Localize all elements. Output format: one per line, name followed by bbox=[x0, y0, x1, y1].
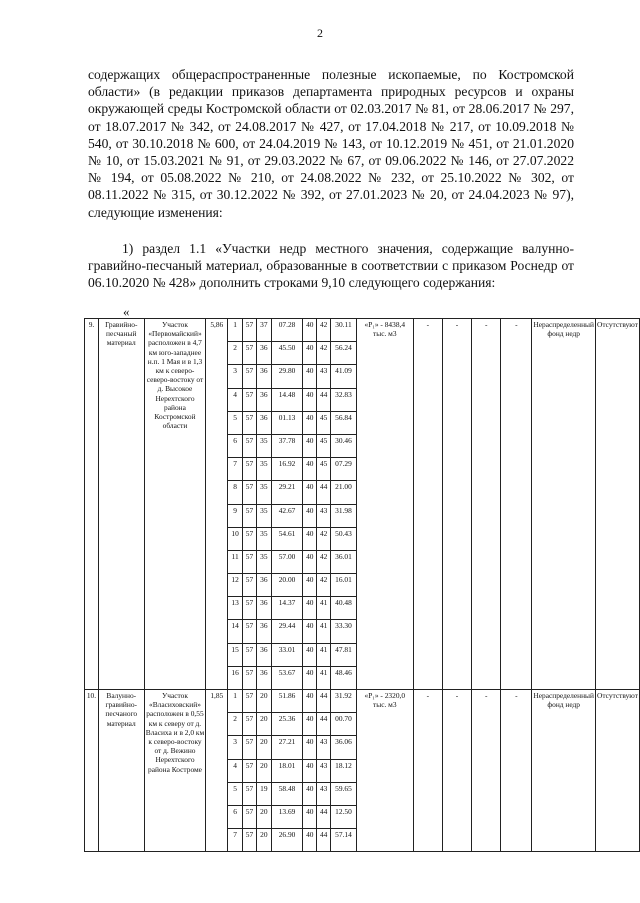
point-number-cell: 11 bbox=[228, 550, 243, 573]
lon-min-cell: 42 bbox=[317, 574, 331, 597]
lat-min-cell: 36 bbox=[256, 597, 271, 620]
lat-deg-cell: 57 bbox=[243, 504, 257, 527]
lon-min-cell: 41 bbox=[317, 597, 331, 620]
lat-sec-cell: 07.28 bbox=[271, 319, 303, 342]
lon-min-cell: 41 bbox=[317, 620, 331, 643]
lon-deg-cell: 40 bbox=[303, 504, 317, 527]
lon-min-cell: 41 bbox=[317, 666, 331, 689]
lon-sec-cell: 48.46 bbox=[331, 666, 357, 689]
lon-sec-cell: 30.46 bbox=[331, 434, 357, 457]
lon-sec-cell: 50.43 bbox=[331, 527, 357, 550]
lon-min-cell: 43 bbox=[317, 736, 331, 759]
point-number-cell: 2 bbox=[228, 342, 243, 365]
lat-min-cell: 36 bbox=[256, 342, 271, 365]
lat-deg-cell: 57 bbox=[243, 365, 257, 388]
lon-min-cell: 45 bbox=[317, 411, 331, 434]
lat-deg-cell: 57 bbox=[243, 434, 257, 457]
lat-min-cell: 20 bbox=[256, 736, 271, 759]
lon-sec-cell: 21.00 bbox=[331, 481, 357, 504]
opening-quote-mark: « bbox=[123, 304, 130, 319]
point-number-cell: 9 bbox=[228, 504, 243, 527]
empty-dash-cell: - bbox=[472, 690, 501, 852]
coordinate-row bbox=[85, 319, 640, 342]
lat-sec-cell: 37.78 bbox=[271, 434, 303, 457]
lat-deg-cell: 57 bbox=[243, 666, 257, 689]
point-number-cell: 8 bbox=[228, 481, 243, 504]
lon-sec-cell: 36.06 bbox=[331, 736, 357, 759]
lat-sec-cell: 29.44 bbox=[271, 620, 303, 643]
lon-sec-cell: 18.12 bbox=[331, 759, 357, 782]
point-number-cell: 3 bbox=[228, 365, 243, 388]
lat-min-cell: 19 bbox=[256, 782, 271, 805]
lat-sec-cell: 20.00 bbox=[271, 574, 303, 597]
lat-deg-cell: 57 bbox=[243, 342, 257, 365]
lat-sec-cell: 01.13 bbox=[271, 411, 303, 434]
lat-deg-cell: 57 bbox=[243, 481, 257, 504]
lat-min-cell: 20 bbox=[256, 759, 271, 782]
lon-min-cell: 43 bbox=[317, 759, 331, 782]
lon-min-cell: 42 bbox=[317, 319, 331, 342]
lat-min-cell: 37 bbox=[256, 319, 271, 342]
point-number-cell: 15 bbox=[228, 643, 243, 666]
point-number-cell: 7 bbox=[228, 458, 243, 481]
lat-deg-cell: 57 bbox=[243, 319, 257, 342]
entry-number-cell: 9. bbox=[85, 319, 99, 690]
lat-min-cell: 36 bbox=[256, 620, 271, 643]
lon-sec-cell: 07.29 bbox=[331, 458, 357, 481]
lon-min-cell: 42 bbox=[317, 550, 331, 573]
lon-deg-cell: 40 bbox=[303, 434, 317, 457]
lon-deg-cell: 40 bbox=[303, 481, 317, 504]
empty-dash-cell: - bbox=[442, 690, 471, 852]
lat-deg-cell: 57 bbox=[243, 527, 257, 550]
lon-min-cell: 44 bbox=[317, 481, 331, 504]
point-number-cell: 1 bbox=[228, 690, 243, 713]
lon-deg-cell: 40 bbox=[303, 690, 317, 713]
lat-sec-cell: 57.00 bbox=[271, 550, 303, 573]
lat-min-cell: 35 bbox=[256, 458, 271, 481]
point-number-cell: 1 bbox=[228, 319, 243, 342]
lat-sec-cell: 29.80 bbox=[271, 365, 303, 388]
lat-min-cell: 20 bbox=[256, 713, 271, 736]
lat-deg-cell: 57 bbox=[243, 458, 257, 481]
page-number: 2 bbox=[317, 26, 323, 40]
site-description-cell: Участок «Первомайский» расположен в 4,7 км юго-западнее н.п. 1 Мая и в 1,3 км к северо-северо-востоку от д. Высокое Нерехтского района Костромской области bbox=[144, 319, 206, 690]
lat-min-cell: 35 bbox=[256, 481, 271, 504]
lat-sec-cell: 18.01 bbox=[271, 759, 303, 782]
lon-deg-cell: 40 bbox=[303, 342, 317, 365]
lon-deg-cell: 40 bbox=[303, 620, 317, 643]
point-number-cell: 6 bbox=[228, 434, 243, 457]
point-number-cell: 7 bbox=[228, 829, 243, 852]
lon-sec-cell: 32.83 bbox=[331, 388, 357, 411]
paragraph-instruction bbox=[88, 240, 574, 292]
lon-min-cell: 45 bbox=[317, 434, 331, 457]
lat-min-cell: 20 bbox=[256, 690, 271, 713]
lon-deg-cell: 40 bbox=[303, 782, 317, 805]
lon-min-cell: 44 bbox=[317, 388, 331, 411]
lon-deg-cell: 40 bbox=[303, 805, 317, 828]
point-number-cell: 5 bbox=[228, 411, 243, 434]
entry-number-cell: 10. bbox=[85, 690, 99, 852]
lon-deg-cell: 40 bbox=[303, 713, 317, 736]
lon-deg-cell: 40 bbox=[303, 759, 317, 782]
lat-deg-cell: 57 bbox=[243, 550, 257, 573]
lat-sec-cell: 29.21 bbox=[271, 481, 303, 504]
empty-dash-cell: - bbox=[501, 319, 532, 690]
fund-status-cell: Нераспределенный фонд недр bbox=[532, 319, 596, 690]
lat-sec-cell: 42.67 bbox=[271, 504, 303, 527]
lat-deg-cell: 57 bbox=[243, 411, 257, 434]
lat-sec-cell: 25.36 bbox=[271, 713, 303, 736]
empty-dash-cell: - bbox=[472, 319, 501, 690]
point-number-cell: 14 bbox=[228, 620, 243, 643]
lon-deg-cell: 40 bbox=[303, 574, 317, 597]
lon-min-cell: 44 bbox=[317, 690, 331, 713]
lat-min-cell: 20 bbox=[256, 829, 271, 852]
fund-status-cell: Нераспределенный фонд недр bbox=[532, 690, 596, 852]
lon-min-cell: 43 bbox=[317, 504, 331, 527]
lon-sec-cell: 33.30 bbox=[331, 620, 357, 643]
lon-min-cell: 44 bbox=[317, 829, 331, 852]
lat-min-cell: 36 bbox=[256, 365, 271, 388]
lat-sec-cell: 53.67 bbox=[271, 666, 303, 689]
lon-sec-cell: 40.48 bbox=[331, 597, 357, 620]
point-number-cell: 12 bbox=[228, 574, 243, 597]
lon-min-cell: 42 bbox=[317, 342, 331, 365]
lat-min-cell: 36 bbox=[256, 574, 271, 597]
point-number-cell: 6 bbox=[228, 805, 243, 828]
lon-deg-cell: 40 bbox=[303, 411, 317, 434]
lon-deg-cell: 40 bbox=[303, 365, 317, 388]
lon-sec-cell: 16.01 bbox=[331, 574, 357, 597]
lon-deg-cell: 40 bbox=[303, 458, 317, 481]
lon-deg-cell: 40 bbox=[303, 643, 317, 666]
lat-min-cell: 35 bbox=[256, 550, 271, 573]
lat-sec-cell: 16.92 bbox=[271, 458, 303, 481]
lat-deg-cell: 57 bbox=[243, 690, 257, 713]
paragraph-text: 1) раздел 1.1 «Участки недр местного значения, содержащие валунно-гравийно-песчаный материал, образованные в соответствии с приказом Роснедр от 06.10.2020 № 428» дополнить строками 9,10 следующего содержания: bbox=[88, 241, 574, 291]
lat-sec-cell: 14.48 bbox=[271, 388, 303, 411]
coordinate-row bbox=[85, 690, 640, 713]
lon-deg-cell: 40 bbox=[303, 527, 317, 550]
lon-deg-cell: 40 bbox=[303, 736, 317, 759]
lat-min-cell: 36 bbox=[256, 666, 271, 689]
lat-min-cell: 35 bbox=[256, 434, 271, 457]
lon-deg-cell: 40 bbox=[303, 829, 317, 852]
lat-sec-cell: 26.90 bbox=[271, 829, 303, 852]
lat-sec-cell: 58.48 bbox=[271, 782, 303, 805]
lat-sec-cell: 13.69 bbox=[271, 805, 303, 828]
lat-deg-cell: 57 bbox=[243, 574, 257, 597]
lat-sec-cell: 33.01 bbox=[271, 643, 303, 666]
lon-deg-cell: 40 bbox=[303, 666, 317, 689]
lon-sec-cell: 31.92 bbox=[331, 690, 357, 713]
empty-dash-cell: - bbox=[442, 319, 471, 690]
lon-sec-cell: 31.98 bbox=[331, 504, 357, 527]
lat-sec-cell: 54.61 bbox=[271, 527, 303, 550]
empty-dash-cell: - bbox=[501, 690, 532, 852]
lon-min-cell: 45 bbox=[317, 458, 331, 481]
lon-min-cell: 44 bbox=[317, 713, 331, 736]
point-number-cell: 13 bbox=[228, 597, 243, 620]
paragraph-amendments-list bbox=[88, 66, 574, 221]
lat-deg-cell: 57 bbox=[243, 782, 257, 805]
lon-min-cell: 41 bbox=[317, 643, 331, 666]
lat-sec-cell: 51.86 bbox=[271, 690, 303, 713]
area-cell: 1,85 bbox=[206, 690, 228, 852]
lat-deg-cell: 57 bbox=[243, 713, 257, 736]
lat-deg-cell: 57 bbox=[243, 759, 257, 782]
empty-dash-cell: - bbox=[413, 690, 442, 852]
lon-deg-cell: 40 bbox=[303, 550, 317, 573]
notes-cell: Отсутствуют bbox=[595, 319, 639, 690]
lat-deg-cell: 57 bbox=[243, 829, 257, 852]
lon-sec-cell: 12.50 bbox=[331, 805, 357, 828]
lat-deg-cell: 57 bbox=[243, 597, 257, 620]
resources-cell: «P₁» - 8438,4 тыс. м3 bbox=[356, 319, 413, 690]
lat-sec-cell: 45.50 bbox=[271, 342, 303, 365]
lon-min-cell: 43 bbox=[317, 365, 331, 388]
lon-sec-cell: 41.09 bbox=[331, 365, 357, 388]
lat-deg-cell: 57 bbox=[243, 388, 257, 411]
point-number-cell: 16 bbox=[228, 666, 243, 689]
lon-deg-cell: 40 bbox=[303, 388, 317, 411]
lat-deg-cell: 57 bbox=[243, 805, 257, 828]
lat-min-cell: 36 bbox=[256, 388, 271, 411]
lon-sec-cell: 36.01 bbox=[331, 550, 357, 573]
lat-min-cell: 36 bbox=[256, 643, 271, 666]
lon-sec-cell: 56.24 bbox=[331, 342, 357, 365]
subsoil-sites-table bbox=[84, 318, 640, 852]
lat-deg-cell: 57 bbox=[243, 736, 257, 759]
point-number-cell: 10 bbox=[228, 527, 243, 550]
lon-sec-cell: 59.65 bbox=[331, 782, 357, 805]
lat-min-cell: 36 bbox=[256, 411, 271, 434]
resources-cell: «P₁» - 2320,0 тыс. м3 bbox=[356, 690, 413, 852]
lat-sec-cell: 27.21 bbox=[271, 736, 303, 759]
empty-dash-cell: - bbox=[413, 319, 442, 690]
lat-min-cell: 35 bbox=[256, 504, 271, 527]
lon-sec-cell: 47.81 bbox=[331, 643, 357, 666]
point-number-cell: 3 bbox=[228, 736, 243, 759]
area-cell: 5,86 bbox=[206, 319, 228, 690]
lat-deg-cell: 57 bbox=[243, 620, 257, 643]
paragraph-text: содержащих общераспространенные полезные ископаемые, по Костромской области» (в редакции приказов департамента природных ресурсов и охраны окружающей среды Костромской области от 02.03.2017 № 81, от 28.06.2017 № 297, от 18.07.2017 № 342, от 24.08.2017 № 427, от 17.04.2018 № 217, от 10.09.2018 № 540, от 30.10.2018 № 600, от 24.04.2019 № 143, от 10.12.2019 № 451, от 21.01.2020 № 10, от 15.03.2021 № 91, от 29.03.2022 № 67, от 09.06.2022 № 146, от 27.07.2022 № 194, от 05.08.2022 № 210, от 24.08.2022 № 232, от 25.10.2022 № 302, от 08.11.2022 № 315, от 30.12.2022 № 392, от 27.01.2023 № 20, от 24.04.2023 № 97), следующие изменения: bbox=[88, 67, 574, 220]
lon-deg-cell: 40 bbox=[303, 597, 317, 620]
point-number-cell: 2 bbox=[228, 713, 243, 736]
point-number-cell: 4 bbox=[228, 388, 243, 411]
point-number-cell: 4 bbox=[228, 759, 243, 782]
lon-min-cell: 44 bbox=[317, 805, 331, 828]
mineral-type-cell: Валунно-гравийно-песчаного материал bbox=[98, 690, 144, 852]
lon-min-cell: 43 bbox=[317, 782, 331, 805]
mineral-type-cell: Гравийно-песчаный материал bbox=[98, 319, 144, 690]
lon-min-cell: 42 bbox=[317, 527, 331, 550]
lat-min-cell: 35 bbox=[256, 527, 271, 550]
site-description-cell: Участок «Власиховский» расположен в 0,55 км к северу от д. Власиха и в 2,0 км к северо-востоку от д. Вежино Нерехтского района Костроме bbox=[144, 690, 206, 852]
lon-sec-cell: 00.70 bbox=[331, 713, 357, 736]
lon-deg-cell: 40 bbox=[303, 319, 317, 342]
lat-sec-cell: 14.37 bbox=[271, 597, 303, 620]
lon-sec-cell: 57.14 bbox=[331, 829, 357, 852]
lon-sec-cell: 56.84 bbox=[331, 411, 357, 434]
lat-min-cell: 20 bbox=[256, 805, 271, 828]
lat-deg-cell: 57 bbox=[243, 643, 257, 666]
point-number-cell: 5 bbox=[228, 782, 243, 805]
notes-cell: Отсутствуют bbox=[595, 690, 639, 852]
lon-sec-cell: 30.11 bbox=[331, 319, 357, 342]
